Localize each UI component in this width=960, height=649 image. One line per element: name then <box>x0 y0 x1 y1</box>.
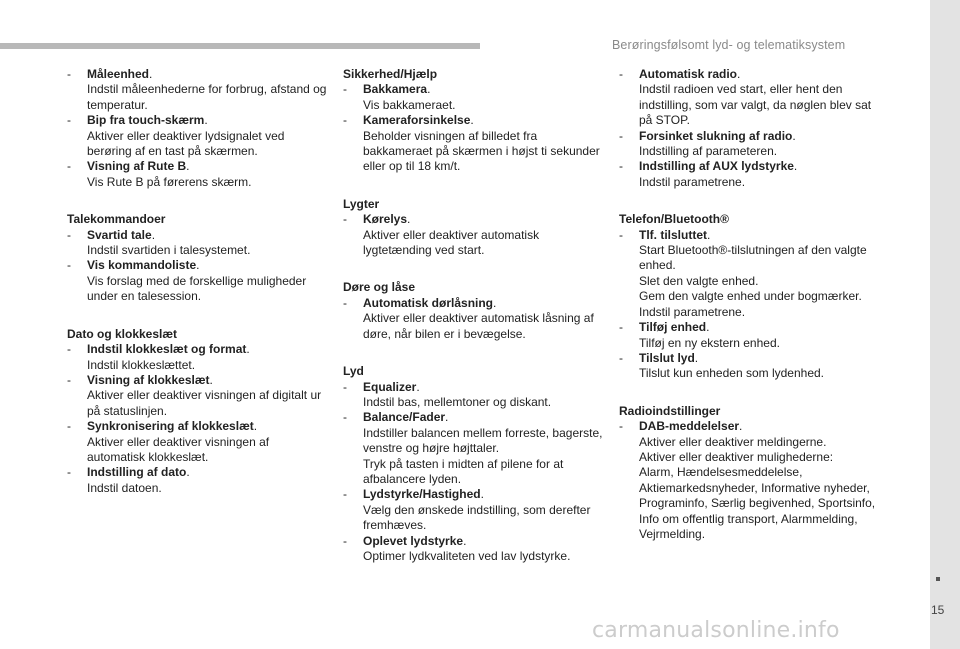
title-period: . <box>694 350 699 365</box>
title-period: . <box>793 159 798 174</box>
setting-item <box>67 419 329 465</box>
watermark: carmanualsonline.info <box>592 618 840 643</box>
setting-description: Tilslut kun enheden som lydenhed. <box>639 366 825 381</box>
setting-item <box>343 82 603 113</box>
settings-section <box>343 364 603 564</box>
setting-description: Indstilling af parameteren. <box>639 144 778 159</box>
setting-item <box>619 129 881 160</box>
settings-section <box>619 67 881 190</box>
list-dash: - <box>67 113 71 128</box>
title-period: . <box>151 227 156 242</box>
setting-item <box>619 159 881 190</box>
setting-name: Kørelys <box>363 212 408 227</box>
setting-name: Forsinket slukning af radio <box>639 128 793 143</box>
settings-section <box>343 67 603 175</box>
side-marker <box>936 577 940 581</box>
list-dash: - <box>619 67 623 81</box>
setting-name: Synkronisering af klokkeslæt <box>87 419 254 434</box>
setting-description: Alarm, Hændelsesmeddelelse, Aktiemarkedsnyheder, Informative nyheder, Programinfo, Særlig begivenhed, Sportsinfo, Info om offentlig transport, Alarmmelding, Vejrmelding. <box>639 465 876 541</box>
setting-name: Lydstyrke/Hastighed <box>363 487 481 502</box>
title-period: . <box>407 212 411 227</box>
setting-name: Tlf. tilsluttet <box>639 227 707 242</box>
section-title: Døre og låse <box>343 280 416 295</box>
setting-item <box>619 320 881 351</box>
page-title: Berøringsfølsomt lyd- og telematiksystem <box>612 38 846 52</box>
setting-description: Indstil måleenhederne for forbrug, afstand og temperatur. <box>87 82 327 112</box>
side-strip <box>930 0 960 649</box>
setting-item <box>343 380 603 411</box>
title-period: . <box>480 487 484 502</box>
setting-name: Indstilling af dato <box>87 465 187 480</box>
setting-description: Gem den valgte enhed under bogmærker. <box>639 289 862 304</box>
setting-name: Indstil klokkeslæt og format <box>87 342 247 357</box>
setting-item <box>67 228 329 259</box>
title-period: . <box>427 82 431 97</box>
setting-name: Visning af klokkeslæt <box>87 372 210 387</box>
setting-name: Equalizer <box>363 379 417 394</box>
setting-description: Start Bluetooth®-tilslutningen af den valgte enhed. <box>639 243 867 273</box>
setting-description: Aktiver eller deaktiver automatisk låsning af døre, når bilen er i bevægelse. <box>363 311 594 341</box>
setting-item <box>343 534 603 565</box>
settings-section <box>67 212 329 304</box>
list-dash: - <box>619 128 623 143</box>
title-period: . <box>209 372 213 387</box>
list-dash: - <box>619 159 623 174</box>
list-dash: - <box>67 372 71 387</box>
title-period: . <box>470 113 474 128</box>
list-dash: - <box>343 82 347 97</box>
title-period: . <box>463 533 467 548</box>
section-title: Dato og klokkeslæt <box>67 326 178 341</box>
column-3 <box>619 67 881 564</box>
title-period: . <box>196 258 200 273</box>
setting-name: DAB-meddelelser <box>639 419 740 434</box>
list-dash: - <box>343 410 347 425</box>
setting-item <box>67 113 329 159</box>
setting-description: Vælg den ønskede indstilling, som derefter fremhæves. <box>363 502 591 533</box>
settings-section <box>67 67 329 190</box>
section-title: Radioindstillinger <box>619 403 721 418</box>
setting-item <box>619 419 881 542</box>
setting-name: Visning af Rute B <box>87 159 187 174</box>
settings-section <box>619 404 881 543</box>
setting-description: Indstil bas, mellemtoner og diskant. <box>363 394 552 409</box>
title-period: . <box>739 419 743 434</box>
setting-item <box>343 113 603 175</box>
settings-section <box>343 197 603 259</box>
setting-item <box>67 258 329 304</box>
section-title: Telefon/Bluetooth® <box>619 212 729 227</box>
setting-name: Svartid tale <box>87 227 152 242</box>
title-period: . <box>706 320 710 335</box>
setting-description: Indstil svartiden i talesystemet. <box>87 243 251 258</box>
column-1 <box>67 67 329 518</box>
setting-description: Indstil datoen. <box>87 480 162 495</box>
setting-item <box>619 228 881 320</box>
list-dash: - <box>343 379 347 394</box>
setting-description: Vis bakkameraet. <box>363 97 456 112</box>
list-dash: - <box>67 342 71 357</box>
setting-item <box>67 159 329 190</box>
setting-name: Tilføj enhed <box>639 320 707 335</box>
list-dash: - <box>67 159 71 174</box>
list-dash: - <box>343 487 347 502</box>
setting-item <box>619 67 881 129</box>
setting-description: Tilføj en ny ekstern enhed. <box>639 335 780 350</box>
setting-description: Tryk på tasten i midten af pilene for at afbalancere lyden. <box>363 456 564 486</box>
setting-item <box>67 67 329 113</box>
setting-description: Aktiver eller deaktiver visningen af automatisk klokkeslæt. <box>87 434 270 464</box>
list-dash: - <box>67 465 71 480</box>
title-period: . <box>246 342 250 357</box>
list-dash: - <box>619 227 623 242</box>
setting-name: Bakkamera <box>363 82 428 97</box>
setting-name: Bip fra touch-skærm <box>87 113 205 128</box>
setting-name: Kameraforsinkelse <box>363 113 471 128</box>
setting-name: Indstilling af AUX lydstyrke <box>639 159 794 174</box>
settings-section <box>67 327 329 496</box>
title-period: . <box>186 159 190 174</box>
list-dash: - <box>619 419 623 434</box>
setting-description: Indstil parametrene. <box>639 174 746 189</box>
title-period: . <box>445 410 449 425</box>
list-dash: - <box>619 320 623 335</box>
setting-name: Vis kommandoliste <box>87 258 197 273</box>
setting-item <box>67 373 329 419</box>
list-dash: - <box>67 227 71 242</box>
title-period: . <box>416 379 420 394</box>
setting-item <box>619 351 881 382</box>
title-period: . <box>253 419 258 434</box>
setting-description: Aktiver eller deaktiver lydsignalet ved berøring af en tast på skærmen. <box>87 128 285 159</box>
column-2 <box>343 67 603 586</box>
setting-name: Tilslut lyd <box>639 350 695 365</box>
setting-item <box>67 342 329 373</box>
list-dash: - <box>67 258 71 273</box>
setting-description: Vis forslag med de forskellige muligheder under en talesession. <box>87 273 307 304</box>
setting-name: Automatisk dørlåsning <box>363 295 494 310</box>
section-title: Talekommandoer <box>67 212 166 227</box>
title-period: . <box>707 227 711 242</box>
setting-item <box>343 212 603 258</box>
settings-section <box>343 280 603 342</box>
list-dash: - <box>343 295 347 310</box>
list-dash: - <box>67 419 71 434</box>
setting-description: Vis Rute B på førerens skærm. <box>87 174 252 189</box>
section-title: Lyd <box>343 364 364 379</box>
setting-description: Slet den valgte enhed. <box>639 273 759 288</box>
setting-description: Aktiver eller deaktiver automatisk lygtetænding ved start. <box>363 227 540 258</box>
setting-description: Aktiver eller deaktiver meldingerne. <box>639 434 827 449</box>
title-period: . <box>186 465 190 480</box>
title-period: . <box>792 128 796 143</box>
setting-description: Beholder visningen af billedet fra bakkameraet på skærmen i højst ti sekunder eller op til 18 km/t. <box>363 128 600 174</box>
setting-description: Optimer lydkvaliteten ved lav lydstyrke. <box>363 548 571 563</box>
setting-description: Indstil klokkeslættet. <box>87 357 196 372</box>
header-bar <box>0 43 480 49</box>
setting-description: Aktiver eller deaktiver visningen af digitalt ur på statuslinjen. <box>87 388 322 418</box>
page-number: 15 <box>931 603 945 617</box>
list-dash: - <box>343 212 347 227</box>
list-dash: - <box>343 533 347 548</box>
section-title: Sikkerhed/Hjælp <box>343 67 438 81</box>
setting-item <box>343 487 603 533</box>
list-dash: - <box>67 67 71 81</box>
setting-item <box>67 465 329 496</box>
setting-name: Automatisk radio <box>639 67 738 81</box>
setting-name: Balance/Fader <box>363 410 446 425</box>
setting-description: Indstil radioen ved start, eller hent den indstilling, som var valgt, da nøglen blev sat på STOP. <box>639 82 872 128</box>
title-period: . <box>737 67 741 81</box>
list-dash: - <box>619 350 623 365</box>
list-dash: - <box>343 113 347 128</box>
setting-description: Indstiller balancen mellem forreste, bagerste, venstre og højre højttaler. <box>363 425 603 456</box>
setting-description: Indstil parametrene. <box>639 304 746 319</box>
setting-item <box>343 296 603 342</box>
setting-name: Oplevet lydstyrke <box>363 533 464 548</box>
title-period: . <box>149 67 153 81</box>
settings-section <box>619 212 881 381</box>
setting-description: Aktiver eller deaktiver mulighederne: <box>639 449 834 464</box>
title-period: . <box>493 295 497 310</box>
setting-name: Måleenhed <box>87 67 150 81</box>
setting-item <box>343 410 603 487</box>
title-period: . <box>204 113 208 128</box>
section-title: Lygter <box>343 196 380 211</box>
